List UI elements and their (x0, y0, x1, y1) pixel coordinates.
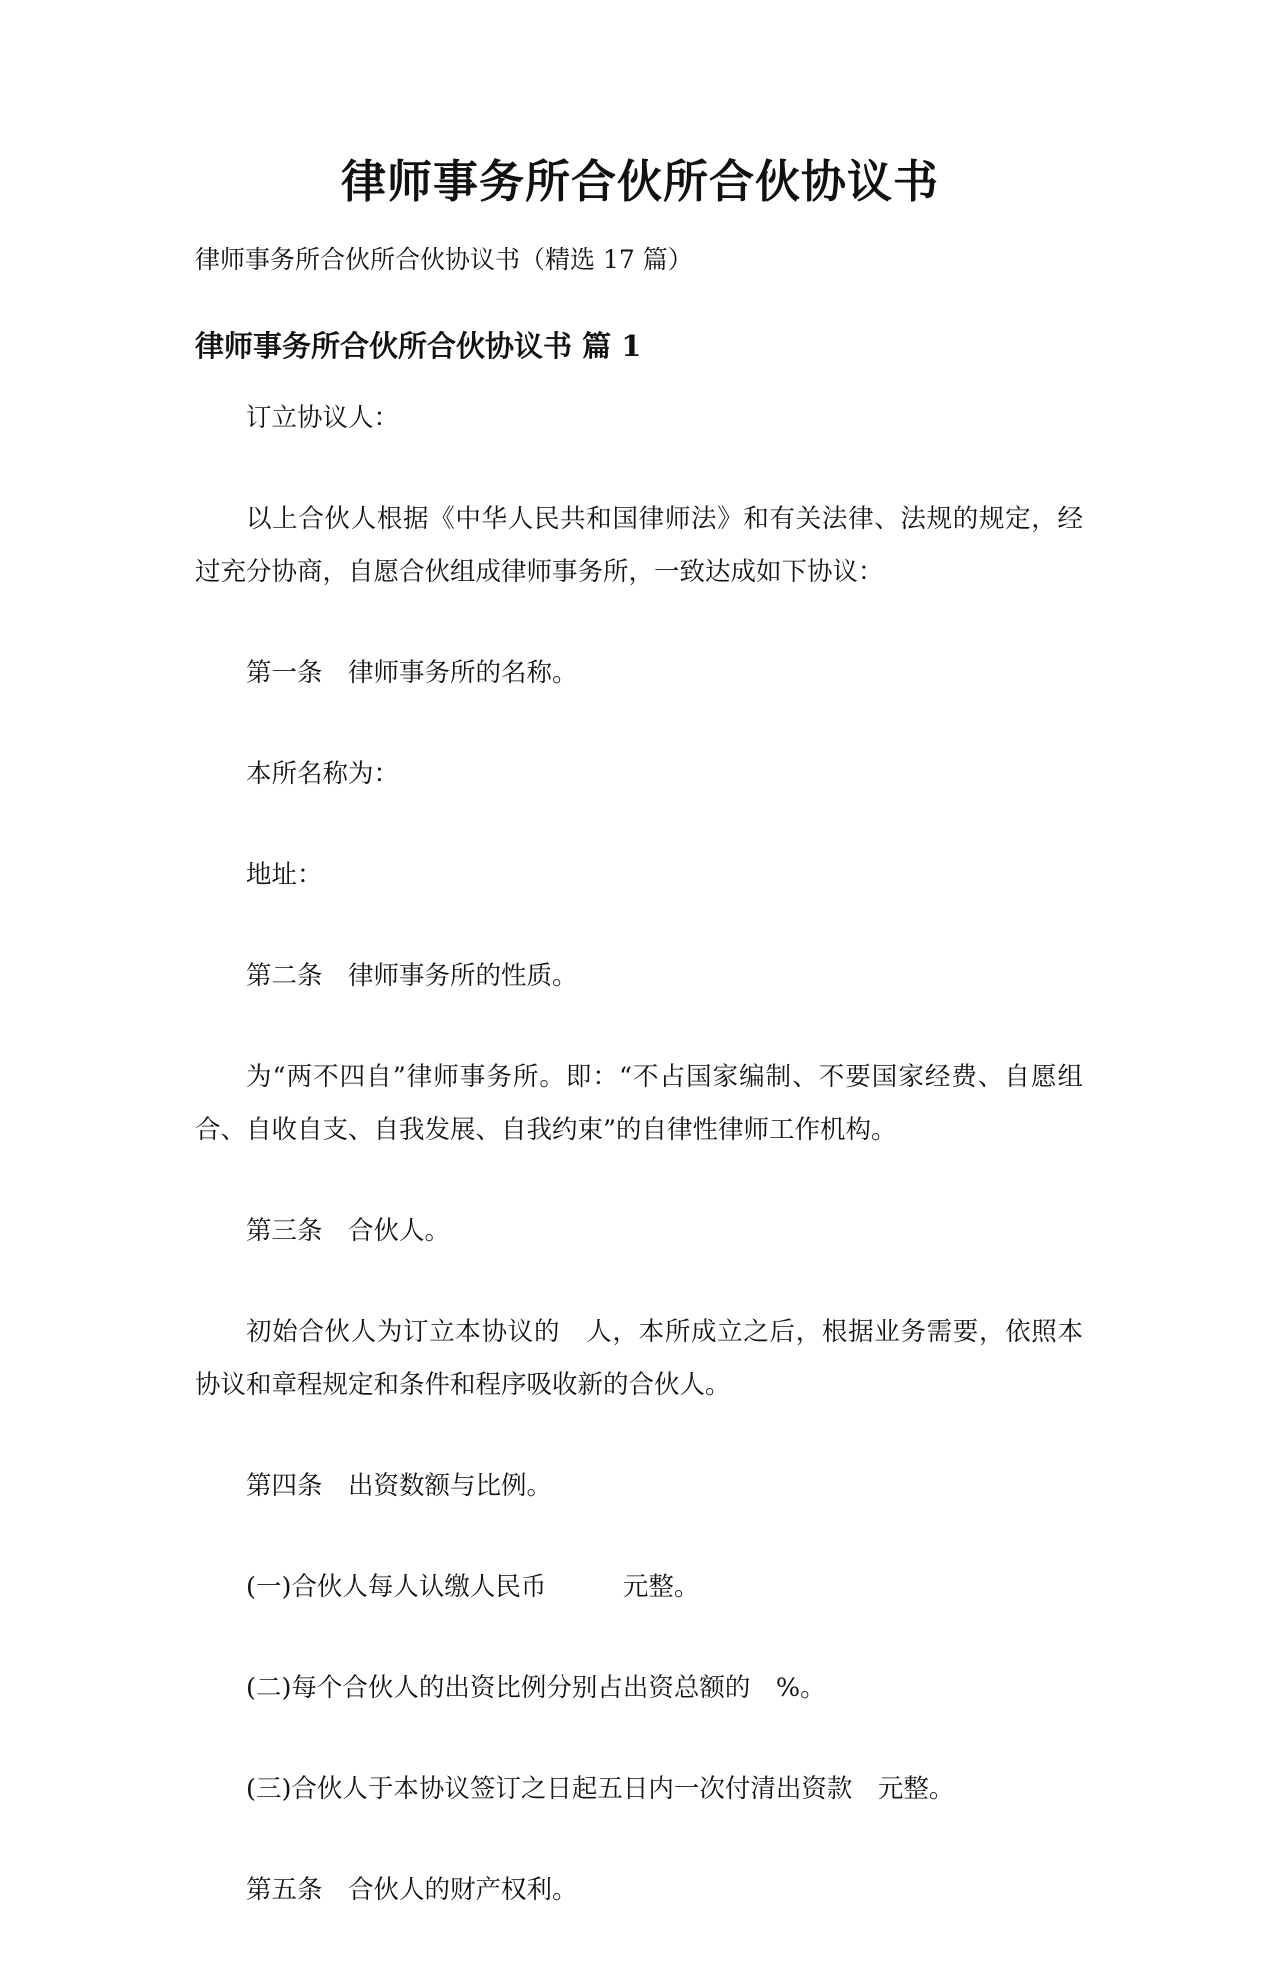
paragraph: 订立协议人： (246, 403, 400, 433)
section-heading: 律师事务所合伙所合伙协议书 篇 1 (195, 329, 642, 363)
paragraph: 本所名称为： (246, 759, 400, 789)
paragraph: 以上合伙人根据《中华人民共和国律师法》和有关法律、法规的规定，经过充分协商，自愿合伙组成律师事务所，一致达成如下协议： (195, 504, 1083, 587)
paragraph: 初始合伙人为订立本协议的 人，本所成立之后，根据业务需要，依照本协议和章程规定和条件和程序吸收新的合伙人。 (195, 1317, 1083, 1400)
document-title: 律师事务所合伙所合伙协议书 (340, 155, 939, 208)
paragraph: 第四条 出资数额与比例。 (246, 1471, 553, 1501)
paragraph: 第三条 合伙人。 (246, 1216, 451, 1246)
paragraph: (一)合伙人每人认缴人民币 元整。 (246, 1572, 700, 1602)
document-subtitle: 律师事务所合伙所合伙协议书（精选 17 篇） (195, 245, 693, 274)
paragraph: 地址： (246, 860, 323, 890)
paragraph: 第一条 律师事务所的名称。 (246, 658, 578, 688)
document-body (195, 392, 1083, 1965)
paragraph: 第二条 律师事务所的性质。 (246, 961, 578, 991)
paragraph: 为“两不四自”律师事务所。即：“不占国家编制、不要国家经费、自愿组合、自收自支、自我发展、自我约束”的自律性律师工作机构。 (195, 1062, 1083, 1145)
paragraph: 第五条 合伙人的财产权利。 (246, 1875, 578, 1905)
paragraph: (二)每个合伙人的出资比例分别占出资总额的 %。 (246, 1673, 826, 1703)
paragraph: (三)合伙人于本协议签订之日起五日内一次付清出资款 元整。 (246, 1774, 955, 1804)
